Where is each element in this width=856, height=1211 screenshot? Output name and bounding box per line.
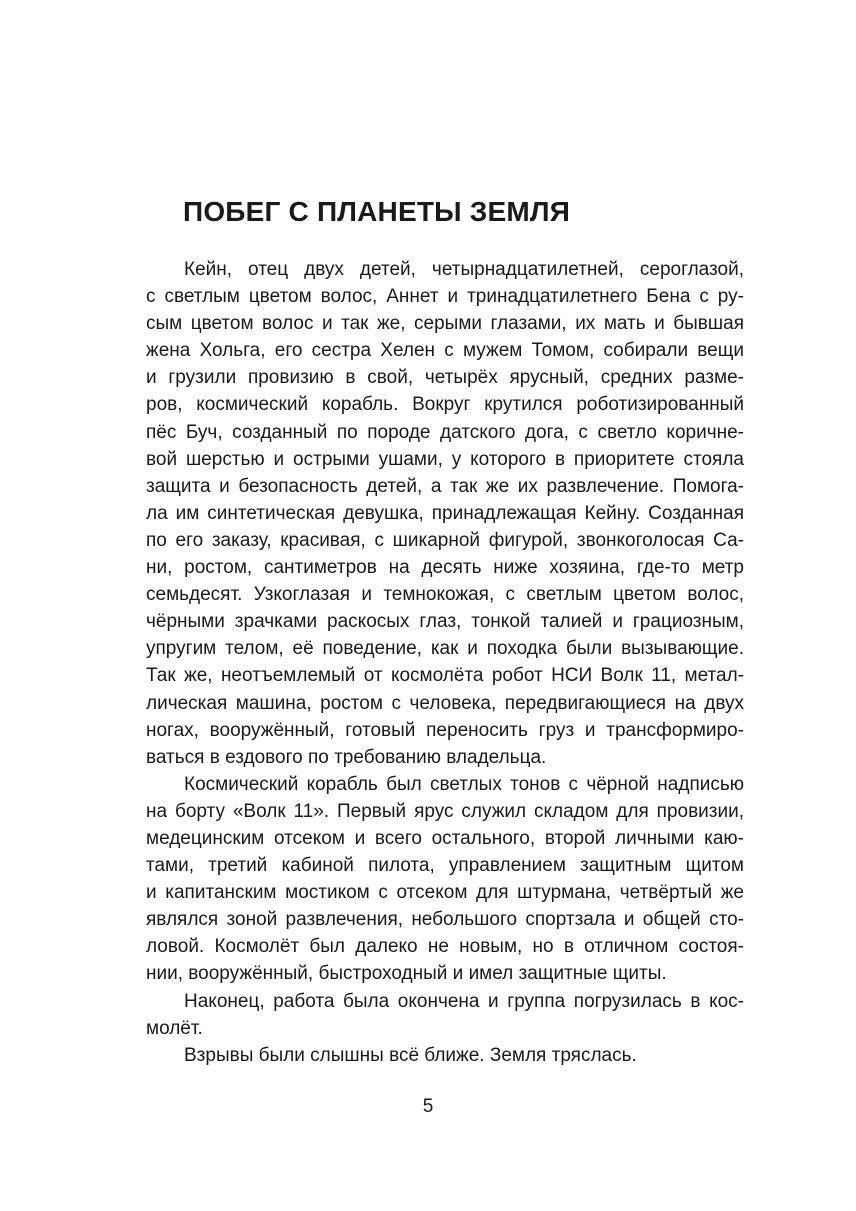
- text-line: лическая машина, ростом с человека, передвигающиеся на двух: [146, 692, 744, 714]
- chapter-title: ПОБЕГ С ПЛАНЕТЫ ЗЕМЛЯ: [183, 196, 571, 227]
- text-line: молёт.: [146, 1017, 203, 1039]
- text-line: вой шерстью и острыми ушами, у которого в приоритете стояла: [146, 448, 744, 470]
- text-line: ловой. Космолёт был далеко не новым, но в отличном состоя-: [146, 936, 744, 958]
- text-line: и капитанским мостиком с отсеком для штурмана, четвёртый же: [146, 882, 744, 904]
- text-line: нии, вооружённый, быстроходный и имел защитные щиты.: [146, 963, 667, 985]
- text-line: семьдесят. Узкоглазая и темнокожая, с светлым цветом волос,: [146, 584, 744, 606]
- text-line: Наконец, работа была окончена и группа погрузилась в кос-: [184, 990, 744, 1012]
- text-line: являлся зоной развлечения, небольшого спортзала и общей сто-: [146, 909, 744, 931]
- text-line: чёрными зрачками раскосых глаз, тонкой талией и грациозным,: [146, 611, 744, 633]
- text-line: ла им синтетическая девушка, принадлежащая Кейну. Созданная: [146, 502, 744, 524]
- text-line: медецинским отсеком и всего остального, второй личными каю-: [146, 827, 744, 849]
- text-line: на борту «Волк 11». Первый ярус служил складом для провизии,: [146, 800, 744, 822]
- text-line: ни, ростом, сантиметров на десять ниже хозяина, где-то метр: [146, 557, 744, 579]
- text-line: Кейн, отец двух детей, четырнадцатилетней, сероглазой,: [184, 259, 744, 280]
- text-line: и грузили провизию в свой, четырёх ярусный, средних разме-: [146, 367, 744, 389]
- text-line: ваться в ездового по требованию владельца.: [146, 746, 547, 768]
- text-line: с светлым цветом волос, Аннет и тринадцатилетнего Бена с ру-: [146, 286, 744, 308]
- text-line: ногах, вооружённый, готовый переносить груз и трансформиро-: [146, 719, 744, 741]
- chapter-body: [146, 256, 744, 1069]
- text-line: по его заказу, красивая, с шикарной фигурой, звонкоголосая Са-: [146, 529, 744, 551]
- page-number: 5: [422, 1096, 434, 1117]
- text-line: пёс Буч, созданный по породе датского дога, с светло коричне-: [146, 421, 744, 443]
- text-line: Космический корабль был светлых тонов с чёрной надписью: [184, 773, 744, 795]
- text-line: Так же, неотъемлемый от космолёта робот НСИ Волк 11, метал-: [146, 665, 744, 687]
- text-line: ров, космический корабль. Вокруг крутился роботизированный: [146, 394, 744, 416]
- text-line: упругим телом, её поведение, как и походка были вызывающие.: [146, 638, 744, 660]
- text-line: тами, третий кабиной пилота, управлением защитным щитом: [146, 855, 744, 877]
- text-line: защита и безопасность детей, а так же их развлечение. Помога-: [146, 475, 744, 497]
- text-line: сым цветом волос и так же, серыми глазами, их мать и бывшая: [146, 313, 744, 335]
- text-line: Взрывы были слышны всё ближе. Земля тряслась.: [184, 1044, 637, 1066]
- text-line: жена Хольга, его сестра Хелен с мужем Томом, собирали вещи: [146, 340, 744, 362]
